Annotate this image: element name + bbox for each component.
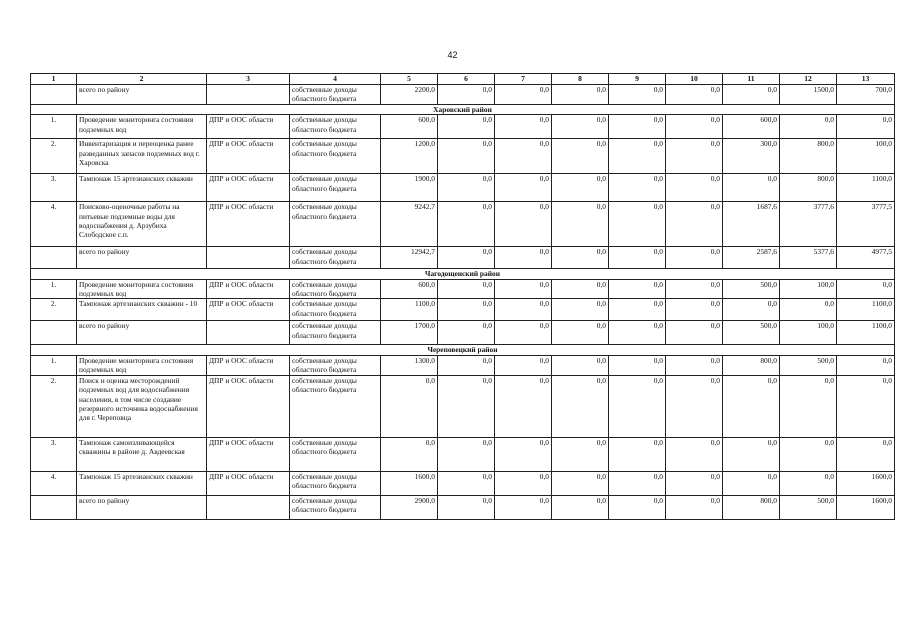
table-cell: 0,0 [438,471,495,495]
table-cell: 1100,0 [837,321,895,345]
table-cell: всего по району [77,247,207,269]
table-cell: 0,0 [609,279,666,299]
table-cell: 0,0 [381,437,438,471]
table-cell: ДПР и ООС области [207,115,290,139]
table-cell [207,321,290,345]
table-cell [207,85,290,105]
table-cell: 0,0 [438,299,495,321]
table-cell: собственные доходы областного бюджета [290,247,381,269]
table-cell [207,495,290,519]
table-cell: 0,0 [666,495,723,519]
table-cell: 500,0 [780,355,837,375]
table-cell: 0,0 [666,471,723,495]
column-header: 2 [77,74,207,85]
column-header: 7 [495,74,552,85]
table-cell: 0,0 [723,437,780,471]
table-cell: собственные доходы областного бюджета [290,471,381,495]
table-cell: 0,0 [609,174,666,202]
table-cell: Проведение мониторинга состояния подземных вод [77,115,207,139]
column-header: 12 [780,74,837,85]
table-cell: 1500,0 [780,85,837,105]
table-cell: 0,0 [780,115,837,139]
table-cell: Поиск и оценка месторождений подземных вод для водоснабжения населения, в том числе создание резервного источника водоснабжения для г. Череповца [77,375,207,437]
table-cell: 0,0 [837,437,895,471]
table-cell: 700,0 [837,85,895,105]
table-cell: 1100,0 [837,299,895,321]
table-cell: Инвентаризация и переоценка ранее разведанных запасов подземных вод г. Харовска [77,139,207,174]
table-cell: 0,0 [438,279,495,299]
table-cell: 0,0 [438,355,495,375]
table-cell: 0,0 [666,375,723,437]
table-cell: 0,0 [609,115,666,139]
table-cell: собственные доходы областного бюджета [290,495,381,519]
table-cell: 500,0 [780,495,837,519]
table-cell: ДПР и ООС области [207,202,290,247]
table-cell: 2587,6 [723,247,780,269]
section-row [31,345,895,355]
table-cell: 0,0 [495,85,552,105]
table-cell: 0,0 [609,375,666,437]
column-header: 6 [438,74,495,85]
table-cell: 0,0 [552,202,609,247]
table-cell: Проведение мониторинга состояния подземных вод [77,355,207,375]
column-header: 13 [837,74,895,85]
table-cell: 1. [31,279,77,299]
table-cell: 100,0 [780,279,837,299]
table-cell: 100,0 [837,139,895,174]
table-cell: 0,0 [609,321,666,345]
table-cell: 0,0 [666,299,723,321]
table-cell: 0,0 [495,279,552,299]
table-cell: 800,0 [780,139,837,174]
table-cell: 0,0 [609,355,666,375]
table-cell: 0,0 [552,321,609,345]
column-header: 1 [31,74,77,85]
table-cell: Тампонаж самоизливающейся скважины в районе д. Авдеевская [77,437,207,471]
table-cell: 0,0 [837,279,895,299]
table-cell: собственные доходы областного бюджета [290,321,381,345]
table-cell: 800,0 [723,355,780,375]
table-cell: ДПР и ООС области [207,437,290,471]
table-cell: собственные доходы областного бюджета [290,375,381,437]
table-cell: 1200,0 [381,139,438,174]
table-cell: 0,0 [780,375,837,437]
table-cell: ДПР и ООС области [207,299,290,321]
table-cell: 0,0 [438,174,495,202]
table-cell: 0,0 [666,139,723,174]
table-cell: 600,0 [381,115,438,139]
table-cell: 0,0 [780,437,837,471]
table-cell: 0,0 [723,299,780,321]
table-cell: 0,0 [780,299,837,321]
table-cell: 1600,0 [837,471,895,495]
table-cell: 0,0 [666,85,723,105]
table-cell: 0,0 [666,437,723,471]
table-cell: 0,0 [438,202,495,247]
table-cell: 0,0 [666,115,723,139]
table-cell: Поисково-оценочные работы на питьевые подземные воды для водоснабжения д. Арзубиха Слободское с.п. [77,202,207,247]
table-cell: собственные доходы областного бюджета [290,437,381,471]
table-row [31,299,895,321]
table-cell: собственные доходы областного бюджета [290,355,381,375]
section-title: Харовский район [31,104,895,114]
table-cell: Тампонаж 15 артезианских скважин [77,174,207,202]
column-header: 3 [207,74,290,85]
table-cell: 0,0 [609,299,666,321]
table-cell: ДПР и ООС области [207,355,290,375]
table-cell: собственные доходы областного бюджета [290,299,381,321]
table-cell: 500,0 [723,279,780,299]
table-cell: 0,0 [495,115,552,139]
column-header: 4 [290,74,381,85]
table-cell: собственные доходы областного бюджета [290,115,381,139]
table-cell: 0,0 [609,495,666,519]
table-cell: 0,0 [666,247,723,269]
table-cell: 0,0 [552,115,609,139]
table-cell: 0,0 [666,202,723,247]
table-cell: 1687,6 [723,202,780,247]
table-row [31,115,895,139]
table-cell: 300,0 [723,139,780,174]
table-cell: всего по району [77,495,207,519]
table-cell: 0,0 [495,247,552,269]
table-cell: 800,0 [723,495,780,519]
table-cell: ДПР и ООС области [207,174,290,202]
table-cell [207,247,290,269]
table-cell: 0,0 [552,279,609,299]
table-cell: всего по району [77,85,207,105]
table-cell: 0,0 [438,321,495,345]
header-row [31,74,895,85]
table-cell: 4977,5 [837,247,895,269]
table-cell: 0,0 [723,375,780,437]
table-cell: 0,0 [666,321,723,345]
table-cell: 0,0 [495,437,552,471]
table-cell: Проведение мониторинга состояния подземных вод [77,279,207,299]
table-cell: 0,0 [438,495,495,519]
table-cell: 0,0 [495,495,552,519]
table-cell: 12942,7 [381,247,438,269]
table-cell: 2200,0 [381,85,438,105]
table-cell: собственные доходы областного бюджета [290,174,381,202]
table-cell: 0,0 [609,471,666,495]
table-cell: 0,0 [837,355,895,375]
table-cell: 1100,0 [381,299,438,321]
table-cell: 0,0 [609,202,666,247]
column-header: 8 [552,74,609,85]
table-cell: 2. [31,299,77,321]
section-row [31,269,895,279]
table-cell: 0,0 [495,139,552,174]
table-cell: собственные доходы областного бюджета [290,139,381,174]
table-cell: 1600,0 [381,471,438,495]
table-cell: 1. [31,355,77,375]
table-cell: 2900,0 [381,495,438,519]
table-cell: ДПР и ООС области [207,279,290,299]
section-title: Череповецкий район [31,345,895,355]
table-cell: 600,0 [381,279,438,299]
table-cell: 0,0 [381,375,438,437]
table-cell: 0,0 [438,437,495,471]
table-cell: 0,0 [552,247,609,269]
table-cell: 0,0 [495,375,552,437]
table-cell: 1900,0 [381,174,438,202]
table-cell: 0,0 [837,375,895,437]
table-cell: 0,0 [495,174,552,202]
table-cell: 0,0 [495,202,552,247]
table-body [31,85,895,520]
table-cell: 0,0 [723,85,780,105]
section-row [31,104,895,114]
table-cell: 0,0 [780,471,837,495]
table-row [31,139,895,174]
table-cell: 5377,6 [780,247,837,269]
page-number: 42 [447,50,458,60]
table-cell: ДПР и ООС области [207,471,290,495]
table-cell: 1. [31,115,77,139]
table-cell: всего по району [77,321,207,345]
table-cell: 0,0 [495,355,552,375]
table-cell [31,321,77,345]
table-cell: 0,0 [495,321,552,345]
table-row [31,174,895,202]
table-cell: 3777,6 [780,202,837,247]
table-cell: 0,0 [552,299,609,321]
table-cell: 1100,0 [837,174,895,202]
table-row [31,355,895,375]
column-header: 11 [723,74,780,85]
table-cell: 500,0 [723,321,780,345]
table-cell: 0,0 [552,139,609,174]
table-cell: 0,0 [837,115,895,139]
table-row [31,202,895,247]
table-cell: собственные доходы областного бюджета [290,202,381,247]
table-cell: 600,0 [723,115,780,139]
table-cell: собственные доходы областного бюджета [290,279,381,299]
table-cell: 9242,7 [381,202,438,247]
column-header: 5 [381,74,438,85]
table-row [31,437,895,471]
table-cell: Тампонаж 15 артезианских скважин [77,471,207,495]
table-cell: 0,0 [666,279,723,299]
table-cell: 0,0 [609,247,666,269]
table-cell: Тампонаж артезианских скважин - 10 [77,299,207,321]
table-cell: 0,0 [723,174,780,202]
table-cell: собственные доходы областного бюджета [290,85,381,105]
table-row [31,321,895,345]
table-cell: 0,0 [609,85,666,105]
table-cell: 1700,0 [381,321,438,345]
table-cell: 0,0 [552,355,609,375]
table-row [31,85,895,105]
table-cell: 0,0 [438,375,495,437]
table-cell: 4. [31,471,77,495]
table-cell: 0,0 [495,299,552,321]
table-cell: 3. [31,174,77,202]
table-cell: 0,0 [495,471,552,495]
table-cell [31,85,77,105]
table-cell [31,495,77,519]
table-cell: 0,0 [552,174,609,202]
table-cell: 1300,0 [381,355,438,375]
table-cell: 0,0 [552,495,609,519]
table-row [31,247,895,269]
table-cell: 3777,5 [837,202,895,247]
section-title: Чагодощенский район [31,269,895,279]
table-cell: 0,0 [438,139,495,174]
column-header: 10 [666,74,723,85]
table-cell: 0,0 [609,437,666,471]
table-cell: 100,0 [780,321,837,345]
table-row [31,495,895,519]
table-cell: 1600,0 [837,495,895,519]
table-cell: 0,0 [438,85,495,105]
table-cell [31,247,77,269]
table-cell: 800,0 [780,174,837,202]
table-cell: 4. [31,202,77,247]
table-cell: 3. [31,437,77,471]
column-header: 9 [609,74,666,85]
table-cell: 0,0 [723,471,780,495]
table-cell: 0,0 [438,247,495,269]
table-cell: 0,0 [552,375,609,437]
table-cell: 0,0 [666,355,723,375]
budget-table [30,73,895,520]
table-cell: 0,0 [438,115,495,139]
table-cell: 0,0 [609,139,666,174]
table-cell: ДПР и ООС области [207,375,290,437]
table-cell: 0,0 [666,174,723,202]
table-cell: ДПР и ООС области [207,139,290,174]
table-cell: 0,0 [552,437,609,471]
table-cell: 2. [31,375,77,437]
table-cell: 0,0 [552,85,609,105]
table-cell: 2. [31,139,77,174]
table-row [31,471,895,495]
table-row [31,375,895,437]
table-cell: 0,0 [552,471,609,495]
table-row [31,279,895,299]
